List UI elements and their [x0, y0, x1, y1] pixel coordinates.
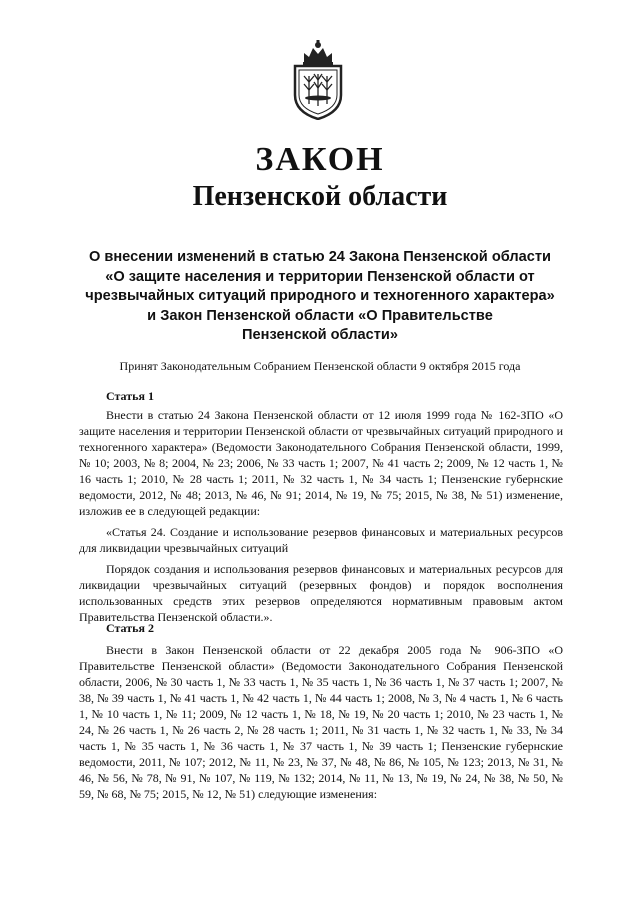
document-region: Пензенской области — [192, 181, 448, 212]
article-1-body — [79, 407, 563, 625]
heading-line: и Закон Пензенской области «О Правительстве — [147, 307, 493, 324]
heading-line: О внесении изменений в статью 24 Закона Пензенской области — [88, 249, 552, 265]
article-1-paragraph: Порядок создания и использования резервов финансовых и материальных ресурсов для ликвидации чрезвычайных ситуаций (резервных фондов) и порядок восполнения использованных средств этих резервов определяются нормативным правовым актом Правительства Пензенской области.». — [79, 562, 563, 624]
article-2-title: Статья 2 — [106, 621, 154, 635]
article-1-paragraph: «Статья 24. Создание и использование резервов финансовых и материальных ресурсов для ликвидации чрезвычайных ситуаций — [79, 525, 563, 555]
heading-line: Пензенской области» — [242, 327, 398, 343]
law-heading — [70, 248, 570, 346]
article-1-paragraph: Внести в статью 24 Закона Пензенской области от 12 июля 1999 года № 162-ЗПО «О защите населения и территории Пензенской области от чрезвычайных ситуаций природного и техногенного характера» (Ведомости Законодательного Собрания Пензенской области, 1999, № 10; 2003, № 8; 2004, № 23; 2006, № 33 часть 1; 2007, № 41 часть 2; 2009, № 12 часть 1, № 16 часть 1; 2010, № 28 часть 1; 2011, № 32 часть 1, № 34 часть 1; Пензенские губернские ведомости, 2012, № 48; 2013, № 46, № 91; 2014, № 19, № 75; 2015, № 38, № 51) изменение, изложив ее в следующей редакции: — [79, 408, 563, 518]
article-1-title: Статья 1 — [106, 389, 154, 403]
heading-line: «О защите населения и территории Пензенской области от — [105, 268, 535, 285]
article-2-paragraph: Внести в Закон Пензенской области от 22 декабря 2005 года № 906-ЗПО «О Правительстве Пензенской области» (Ведомости Законодательного Собрания Пензенской области, 2006, № 30 часть 1, № 33 часть 1, № 35 часть 1, № 36 часть 1, № 37 часть 1; 2007, № 38, № 39 часть 1, № 41 часть 1, № 42 часть 1, № 44 часть 1; 2008, № 3, № 4 часть 1, № 6 часть 1, № 10 часть 1, № 11; 2009, № 12 часть 1, № 18, № 19, № 20 часть 1; 2010, № 23 часть 1, № 24, № 26 часть 1, № 26 часть 2, № 28 часть 1; 2011, № 31 часть 1, № 32 часть 1, № 33, № 34 часть 1, № 35 часть 1, № 36 часть 1, № 37 часть 1, № 39 часть 1; Пензенские губернские ведомости, 2011, № 107; 2012, № 11, № 23, № 37, № 48, № 86, № 105, № 123; 2013, № 31, № 46, № 56, № 78, № 91, № 107, № 119, № 132; 2014, № 11, № 13, № 19, № 24, № 38, № 50, № 59, № 68, № 75; 2015, № 12, № 51) следующие изменения: — [79, 643, 563, 801]
heading-line: чрезвычайных ситуаций природного и техногенного характера» — [85, 288, 555, 304]
article-2-body — [79, 642, 563, 802]
document-title: ЗАКОН — [255, 141, 385, 178]
penza-region-coat-of-arms-icon — [287, 40, 349, 120]
adoption-note: Принят Законодательным Собранием Пензенской области 9 октября 2015 года — [119, 359, 521, 373]
